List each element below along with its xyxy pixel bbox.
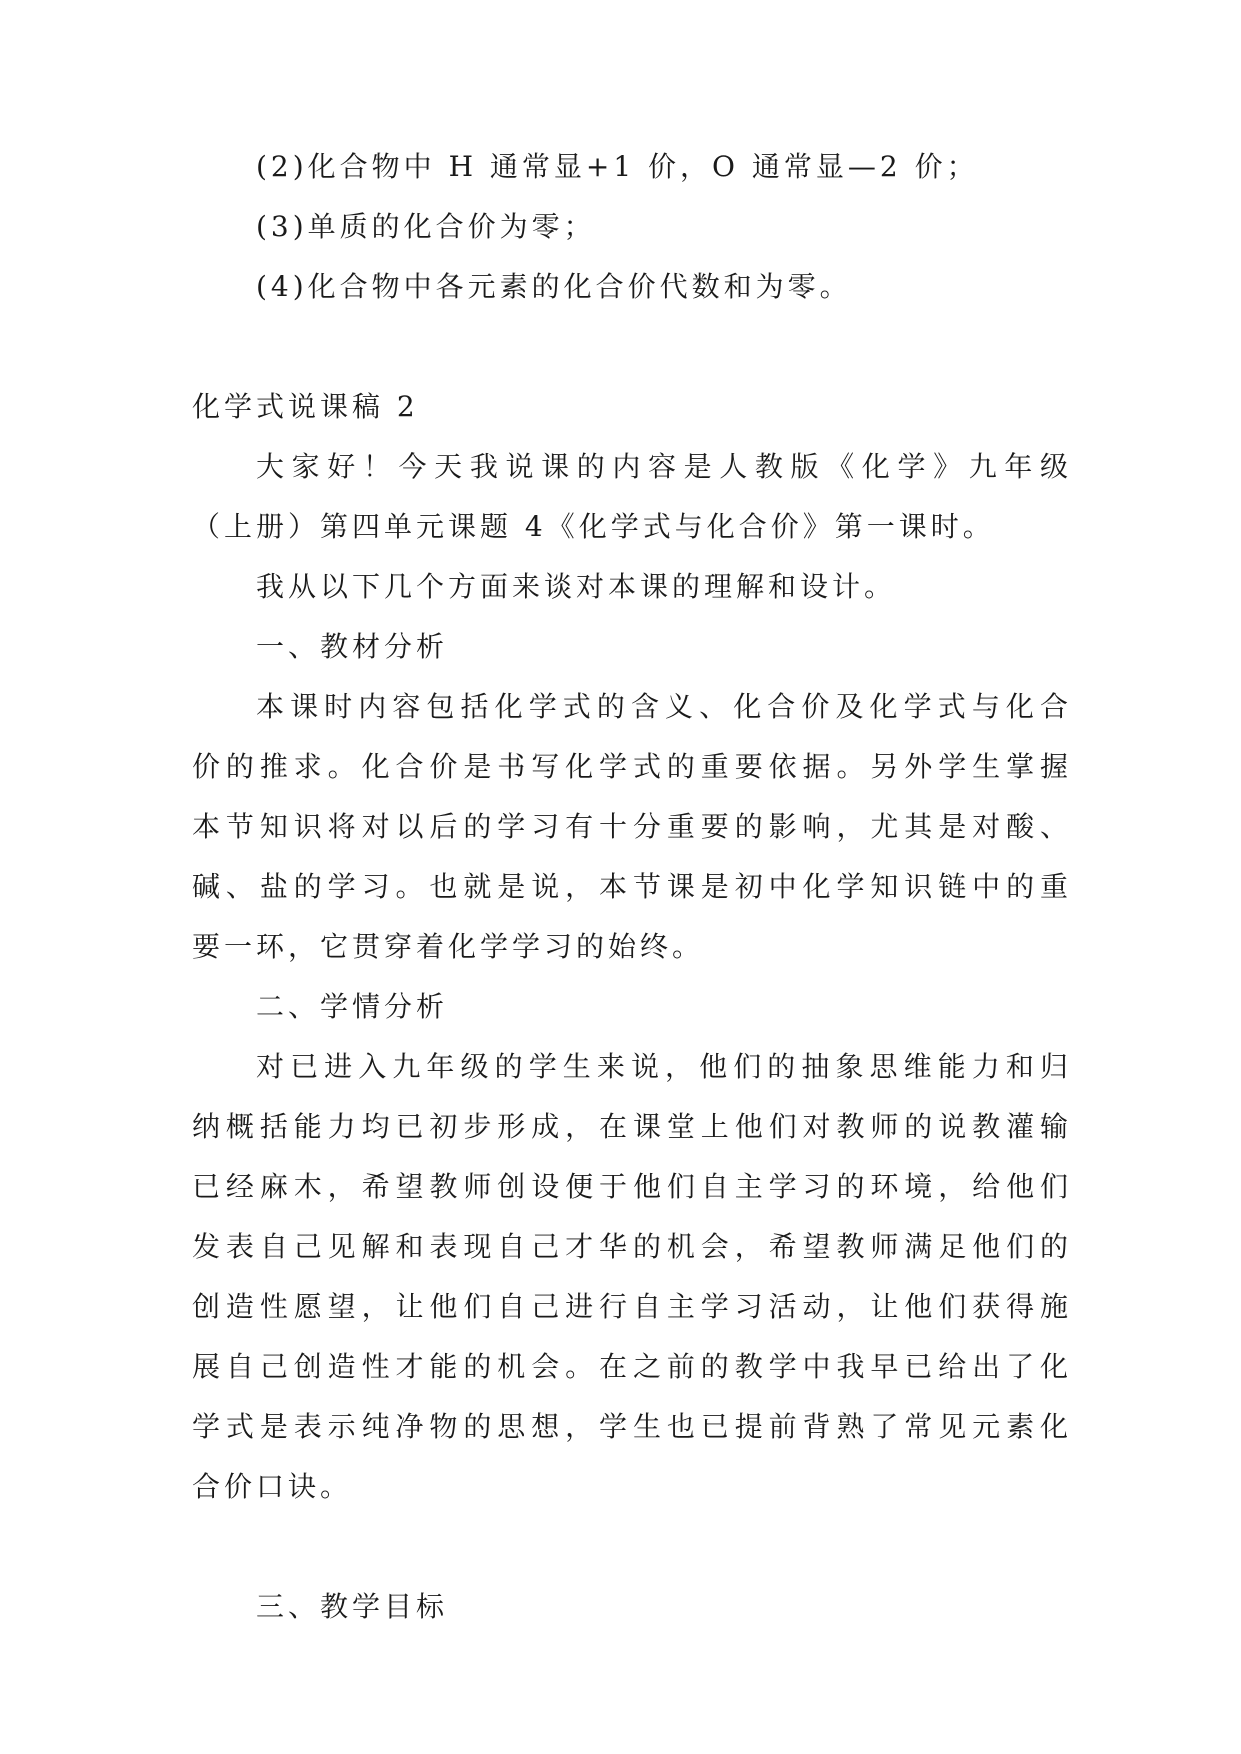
paragraph-line: 已经麻木，希望教师创设便于他们自主学习的环境，给他们: [192, 1170, 1072, 1203]
paragraph-line: 合价口诀。: [192, 1470, 353, 1503]
intro-line: 大家好！今天我说课的内容是人教版《化学》九年级: [256, 450, 1072, 483]
rule-item-2: (2)化合物中 H 通常显+1 价，O 通常显—2 价；: [256, 150, 979, 183]
paragraph-line: 价的推求。化合价是书写化学式的重要依据。另外学生掌握: [192, 750, 1072, 783]
paragraph-line: 创造性愿望，让他们自己进行自主学习活动，让他们获得施: [192, 1290, 1072, 1323]
paragraph-line: 对已进入九年级的学生来说，他们的抽象思维能力和归: [256, 1050, 1072, 1083]
paragraph-line: 要一环，它贯穿着化学学习的始终。: [192, 930, 705, 963]
paragraph-line: 本课时内容包括化学式的含义、化合价及化学式与化合: [256, 690, 1072, 723]
paragraph-line: 本节知识将对以后的学习有十分重要的影响，尤其是对酸、: [192, 810, 1072, 843]
paragraph-line: 展自己创造性才能的机会。在之前的教学中我早已给出了化: [192, 1350, 1072, 1383]
paragraph-line: 纳概括能力均已初步形成，在课堂上他们对教师的说教灌输: [192, 1110, 1072, 1143]
intro-line: （上册）第四单元课题 4《化学式与化合价》第一课时。: [192, 510, 995, 543]
heading-textbook-analysis: 一、教材分析: [256, 630, 449, 663]
paragraph-line: 碱、盐的学习。也就是说，本节课是初中化学知识链中的重: [192, 870, 1072, 903]
section-title: 化学式说课稿 2: [192, 390, 419, 423]
rule-item-4: (4)化合物中各元素的化合价代数和为零。: [256, 270, 852, 303]
heading-teaching-goals: 三、教学目标: [256, 1590, 449, 1623]
paragraph-line: 发表自己见解和表现自己才华的机会，希望教师满足他们的: [192, 1230, 1072, 1263]
overview-text: 我从以下几个方面来谈对本课的理解和设计。: [256, 570, 897, 603]
rule-item-3: (3)单质的化合价为零；: [256, 210, 596, 243]
paragraph-line: 学式是表示纯净物的思想，学生也已提前背熟了常见元素化: [192, 1410, 1072, 1443]
heading-student-analysis: 二、学情分析: [256, 990, 449, 1023]
